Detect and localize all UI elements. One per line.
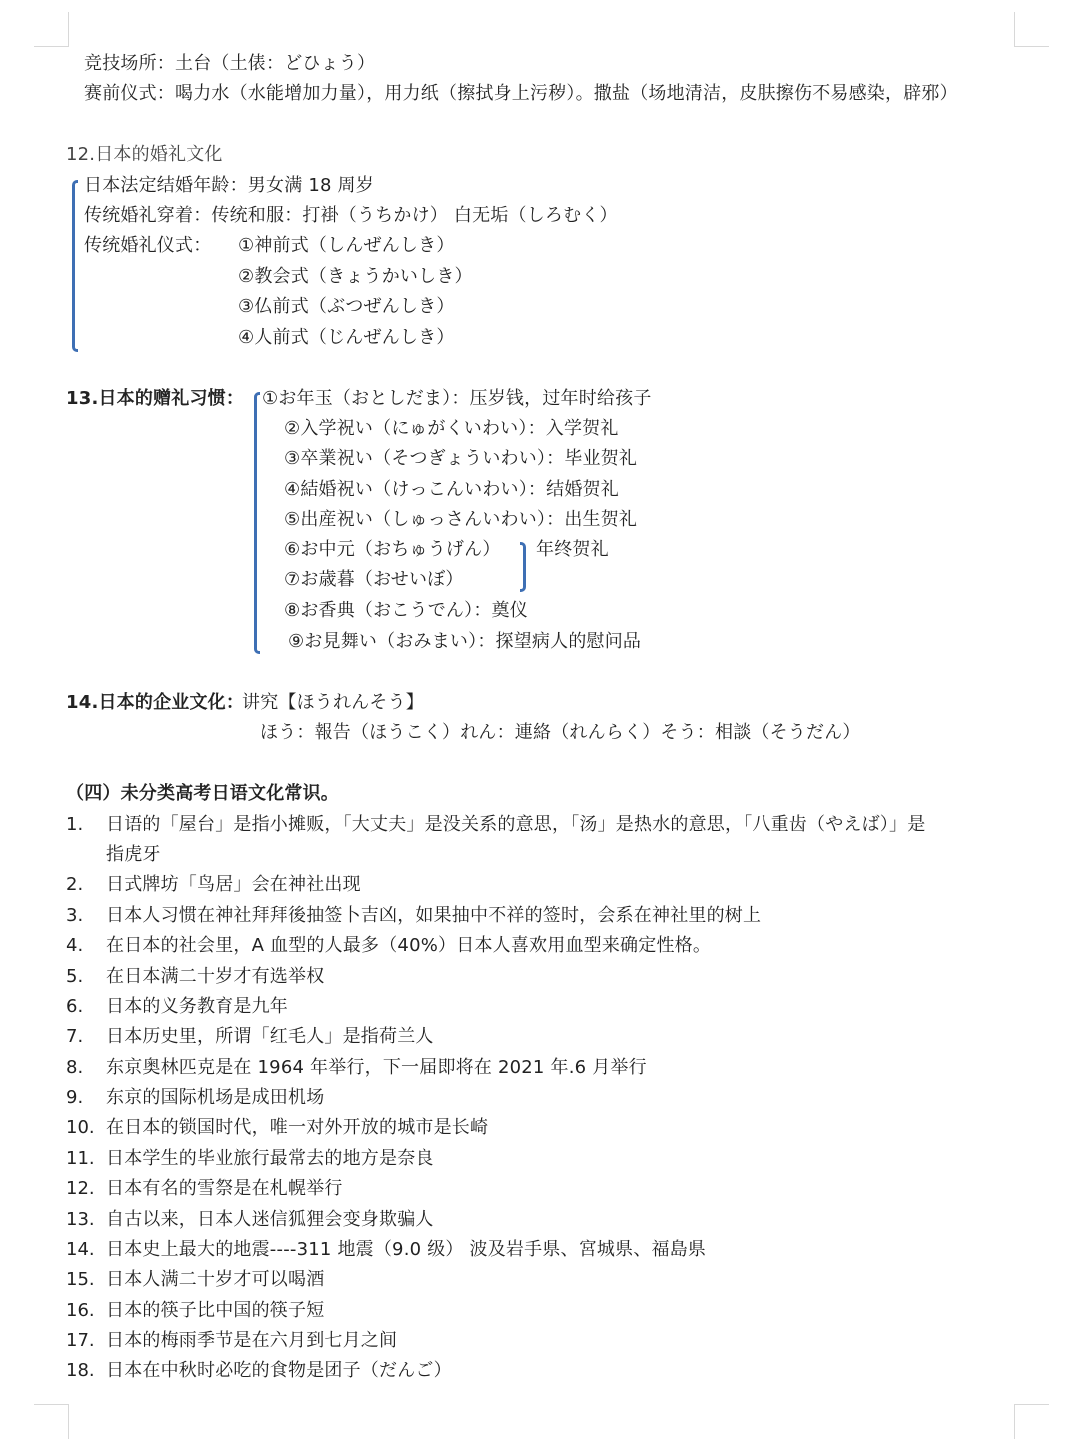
gift-item: ⑦お歳暮（おせいぼ）	[284, 569, 464, 590]
list-item-text: 日本人满二十岁才可以喝酒	[106, 1269, 325, 1290]
list-item-number: 3.	[66, 905, 84, 926]
corner-mark-bottom-left	[34, 1404, 69, 1439]
list-item-number: 13.	[66, 1209, 95, 1230]
list-item-number: 16.	[66, 1300, 95, 1321]
wedding-ceremony-item: ③仏前式（ぶつぜんしき）	[238, 296, 455, 317]
list-item-text: 日本的筷子比中国的筷子短	[106, 1300, 325, 1321]
gift-item: ②入学祝い（にゅがくいわい）：入学贺礼	[284, 418, 619, 439]
list-item-text: 日本学生的毕业旅行最常去的地方是奈良	[106, 1148, 434, 1169]
list-item-text: 日本的义务教育是九年	[106, 996, 288, 1017]
year-end-gift-note: 年终贺礼	[536, 539, 609, 560]
wedding-section-title: 12.日本的婚礼文化	[66, 144, 223, 165]
wedding-ceremony-label: 传统婚礼仪式：	[84, 235, 212, 256]
list-item-number: 5.	[66, 966, 84, 987]
gift-item: ①お年玉（おとしだま）：压岁钱，过年时给孩子	[262, 388, 652, 409]
list-item-text: 在日本的社会里，A 血型的人最多（40%）日本人喜欢用血型来确定性格。	[106, 935, 712, 956]
list-item-text: 自古以来，日本人迷信狐狸会变身欺骗人	[106, 1209, 434, 1230]
list-item-number: 1.	[66, 814, 84, 835]
list-item-number: 8.	[66, 1057, 84, 1078]
corner-mark-bottom-right	[1014, 1404, 1049, 1439]
list-item-text: 日本历史里，所谓「红毛人」是指荷兰人	[106, 1026, 434, 1047]
list-item-text: 东京的国际机场是成田机场	[106, 1087, 325, 1108]
list-item-text: 日本人习惯在神社拜拜後抽签卜吉凶，如果抽中不祥的签时，会系在神社里的树上	[106, 905, 762, 926]
list-item-text: 日语的「屋台」是指小摊贩，「大丈夫」是没关系的意思，「汤」是热水的意思，「八重齿（やえば）」是	[106, 814, 926, 835]
list-item-number: 14.	[66, 1239, 95, 1260]
corner-mark-top-right	[1014, 12, 1049, 47]
gift-item: ⑧お香典（おこうでん）：奠仪	[284, 600, 528, 621]
sumo-venue-line: 竞技场所：土台（土俵：どひょう）	[84, 53, 376, 74]
wedding-legal-age-line: 日本法定结婚年龄：男女满 18 周岁	[84, 175, 374, 196]
list-item-number: 17.	[66, 1330, 95, 1351]
list-item-text: 日本的梅雨季节是在六月到七月之间	[106, 1330, 398, 1351]
list-item-number: 2.	[66, 874, 84, 895]
gift-item: ⑥お中元（おちゅうげん）	[284, 539, 501, 560]
list-item-text: 东京奥林匹克是在 1964 年举行，下一届即将在 2021 年.6 月举行	[106, 1057, 647, 1078]
gift-item: ④結婚祝い（けっこんいわい）：结婚贺礼	[284, 479, 619, 500]
list-item-text: 在日本的锁国时代，唯一对外开放的城市是长崎	[106, 1117, 489, 1138]
wedding-attire-line: 传统婚礼穿着：传统和服：打褂（うちかけ） 白无垢（しろむく）	[84, 205, 618, 226]
wedding-ceremony-item: ④人前式（じんぜんしき）	[238, 327, 455, 348]
sumo-ritual-line: 赛前仪式：喝力水（水能增加力量），用力纸（擦拭身上污秽）。撒盐（场地清洁，皮肤擦伤不易感染，辟邪）	[84, 83, 958, 104]
list-item-number: 7.	[66, 1026, 84, 1047]
list-item-text: 日本史上最大的地震----311 地震（9.0 级） 波及岩手県、宮城県、福島県	[106, 1239, 707, 1260]
year-end-gift-bracket	[520, 542, 526, 592]
list-item-number: 15.	[66, 1269, 95, 1290]
gift-item: ③卒業祝い（そつぎょういわい）：毕业贺礼	[284, 448, 638, 469]
corner-mark-top-left	[34, 12, 69, 47]
wedding-ceremony-item: ②教会式（きょうかいしき）	[238, 266, 473, 287]
list-item-number: 12.	[66, 1178, 95, 1199]
list-item-number: 4.	[66, 935, 84, 956]
wedding-ceremony-item: ①神前式（しんぜんしき）	[238, 235, 455, 256]
corporate-section-subtitle: 讲究【ほうれんそう】	[242, 692, 424, 713]
gift-section-title: 13.日本的赠礼习惯：	[66, 388, 245, 409]
list-item-number: 11.	[66, 1148, 95, 1169]
gift-item: ⑨お見舞い（おみまい）：探望病人的慰问品	[288, 631, 642, 652]
list-item-text: 在日本满二十岁才有选举权	[106, 966, 325, 987]
list-item-text: 日式牌坊「鸟居」会在神社出现	[106, 874, 361, 895]
corporate-detail-line: ほう：報告（ほうこく）れん：連絡（れんらく）そう：相談（そうだん）	[260, 722, 861, 743]
list-item-number: 9.	[66, 1087, 84, 1108]
list-item-number: 6.	[66, 996, 84, 1017]
wedding-bracket	[72, 180, 78, 352]
corporate-section-title: 14.日本的企业文化：	[66, 692, 245, 713]
gift-item: ⑤出産祝い（しゅっさんいわい）：出生贺礼	[284, 509, 638, 530]
list-item-text-continued: 指虎牙	[106, 844, 161, 865]
list-item-number: 18.	[66, 1360, 95, 1381]
list-item-text: 日本在中秋时必吃的食物是团子（だんご）	[106, 1360, 452, 1381]
list-item-number: 10.	[66, 1117, 95, 1138]
misc-section-title: （四）未分类高考日语文化常识。	[66, 783, 339, 804]
gift-bracket	[254, 392, 260, 654]
list-item-text: 日本有名的雪祭是在札幌举行	[106, 1178, 343, 1199]
